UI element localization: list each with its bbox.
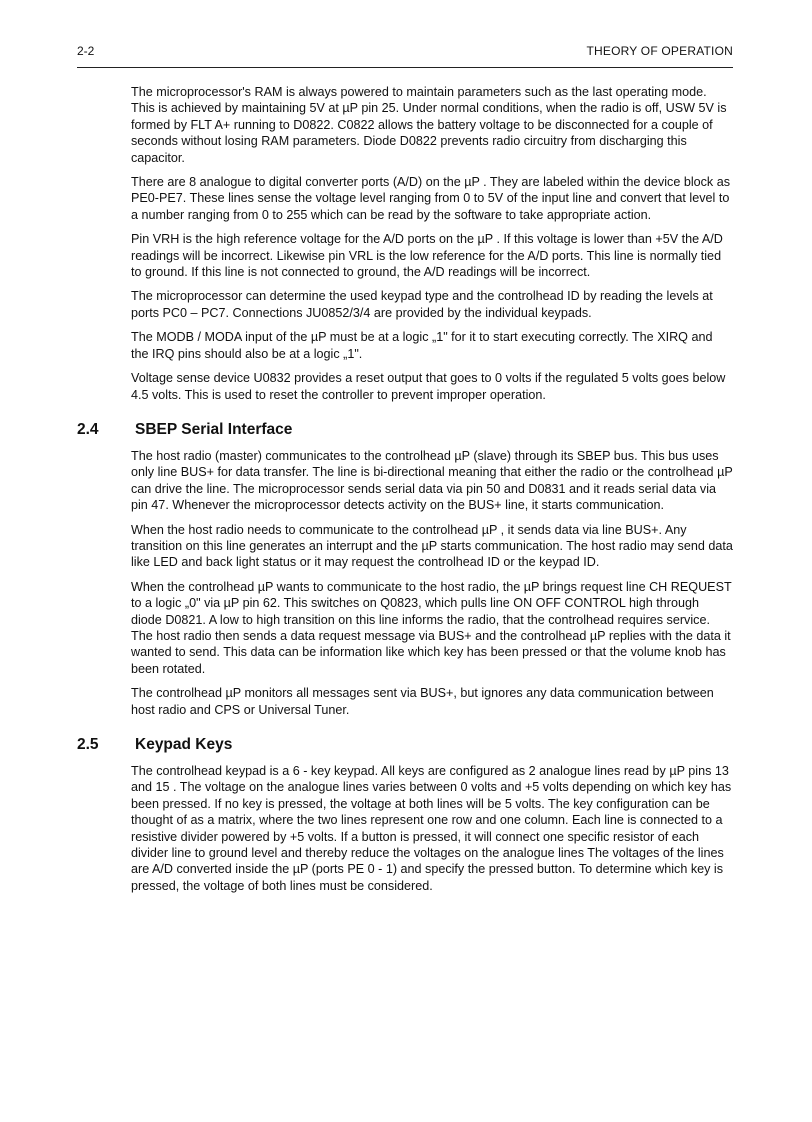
paragraph: The microprocessor can determine the used keypad type and the controlhead ID by reading the levels at ports PC0 – PC7. Connections JU0852/3/4 are provided by the individual keypads. bbox=[131, 289, 713, 320]
paragraph: The controlhead µP monitors all messages sent via BUS+, but ignores any data communication between host radio and CPS or Universal Tuner. bbox=[131, 686, 714, 717]
section-sbep-serial-interface bbox=[77, 420, 733, 718]
paragraph: The host radio (master) communicates to the controlhead µP (slave) through its SBEP bus. This bus uses only line BUS+ for data transfer. The line is bi-directional meaning that either the radio or the controlhead µP can drive the line. The microprocessor sends serial data via pin 50 and D0831 and it reads serial data via pin 47. Whenever the microprocessor detects activity on the BUS+ line, it starts communication. bbox=[131, 448, 733, 513]
paragraph: The microprocessor's RAM is always powered to maintain parameters such as the last operating mode. This is achieved by maintaining 5V at µP pin 25. Under normal conditions, when the radio is off, USW 5V is formed by FLT A+ running to D0822. C0822 allows the battery voltage to be disconnected for a couple of seconds without losing RAM parameters. Diode D0822 prevents radio circuitry from discharging this capacitor. bbox=[131, 85, 727, 165]
section-title: SBEP Serial Interface bbox=[135, 420, 293, 438]
intro-block bbox=[131, 84, 733, 403]
paragraph: There are 8 analogue to digital converter ports (A/D) on the µP . They are labeled within the device block as PE0-PE7. These lines sense the voltage level ranging from 0 to 5V of the input line and convert that level to a number ranging from 0 to 255 which can be read by the software to take appropriate action. bbox=[131, 175, 731, 222]
section-keypad-keys bbox=[77, 736, 733, 894]
paragraph: The controlhead keypad is a 6 - key keypad. All keys are configured as 2 analogue lines read by µP pins 13 and 15 . The voltage on the analogue lines varies between 0 volts and +5 volts depending on which key has been pressed. If no key is pressed, the voltage at both lines will be 5 volts. The key configuration can be thought of as a matrix, where the two lines represent one row and one column. Each line is connected to a resistive divider powered by +5 volts. If a button is pressed, it will connect one specific resistor of each divider line to ground level and thereby reduce the voltages on the analogue lines The voltages of the lines are A/D converted inside the µP (ports PE 0 - 1) and specify the pressed button. To determine which key is pressed, the voltage of both lines must be considered. bbox=[131, 764, 732, 893]
paragraph: When the controlhead µP wants to communicate to the host radio, the µP brings request line CH REQUEST to a logic „0" via µP pin 62. This switches on Q0823, which pulls line ON OFF CONTROL high through diode D0821. A low to high transition on this line informs the radio, that the controlhead requires service. The host radio then sends a data request message via BUS+ and the controlhead µP replies with the data it wanted to send. This data can be information like which key has been pressed or that the volume knob has been rotated. bbox=[131, 579, 732, 676]
paragraph: Pin VRH is the high reference voltage for the A/D ports on the µP . If this voltage is lower than +5V the A/D readings will be incorrect. Likewise pin VRL is the low reference for the A/D ports. This line is normally tied to ground. If this line is not connected to ground, the A/D readings will be incorrect. bbox=[131, 232, 723, 280]
section-number: 2.4 bbox=[77, 420, 99, 438]
section-heading bbox=[77, 421, 733, 443]
paragraph: When the host radio needs to communicate to the controlhead µP , it sends data via line BUS+. Any transition on this line generates an interrupt and the µP starts communication. The host radio may send data like LED and back light status or it may request the controlhead ID or the keypad ID. bbox=[131, 522, 733, 570]
running-title: THEORY OF OPERATION bbox=[586, 44, 733, 58]
paragraph: The MODB / MODA input of the µP must be at a logic „1" for it to start executing correctly. The XIRQ and the IRQ pins should also be at a logic „1". bbox=[131, 330, 713, 361]
page-header bbox=[77, 44, 733, 62]
document-body bbox=[77, 84, 733, 902]
section-heading bbox=[77, 736, 733, 758]
header-rule bbox=[77, 67, 733, 68]
section-number: 2.5 bbox=[77, 736, 99, 753]
paragraph: Voltage sense device U0832 provides a reset output that goes to 0 volts if the regulated 5 volts goes below 4.5 volts. This is used to reset the controller to prevent improper operation. bbox=[131, 371, 726, 402]
page-number: 2-2 bbox=[77, 44, 95, 58]
section-title: Keypad Keys bbox=[135, 736, 233, 753]
